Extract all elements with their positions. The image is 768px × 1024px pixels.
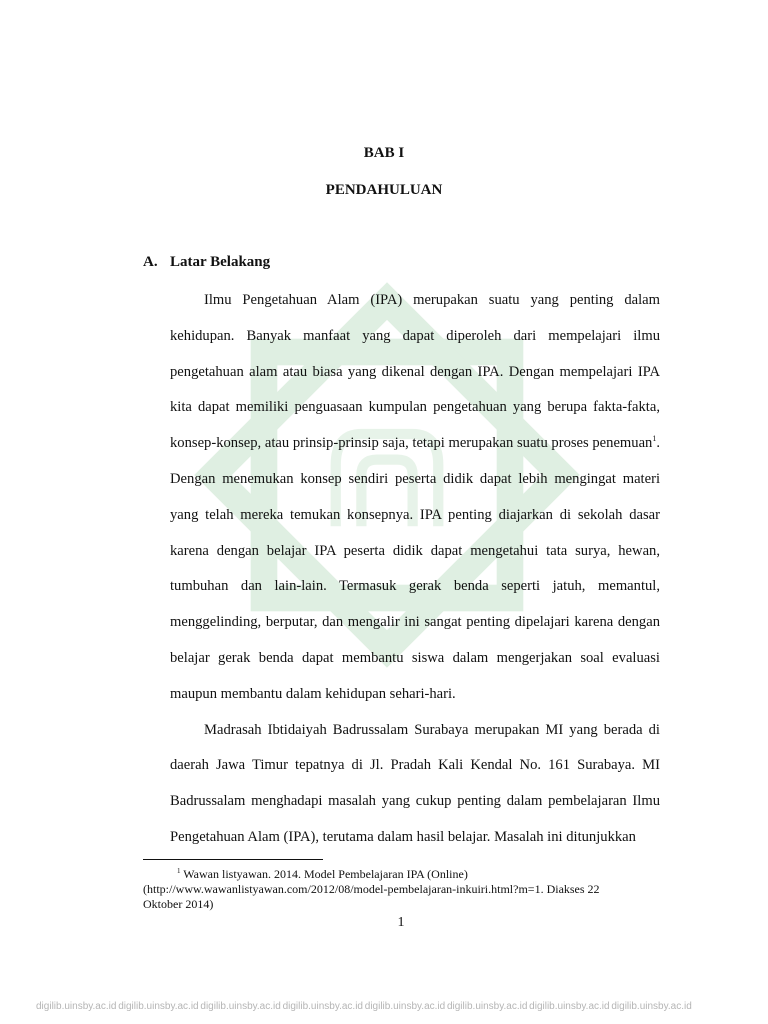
paragraph	[170, 713, 660, 856]
chapter-title: PENDAHULUAN	[325, 182, 443, 198]
footnote-text: Wawan listyawan. 2014. Model Pembelajaran IPA (Online)	[183, 867, 468, 881]
paragraph-text: Ilmu Pengetahuan Alam (IPA) merupakan suatu yang penting dalam kehidupan. Banyak manfaat yang dapat diperoleh dari mempelajari ilmu pengetahuan alam atau biasa yang dikenal dengan IPA. Dengan mempelajari IPA kita dapat memiliki penguasaan kumpulan pengetahuan yang berupa fakta-fakta, konsep-konsep, atau prinsip-prinsip saja, tetapi merupakan suatu proses penemuan	[170, 292, 660, 452]
paragraph-text: Madrasah Ibtidaiyah Badrussalam Surabaya merupakan MI yang berada di daerah Jawa Timur tepatnya di Jl. Pradah Kali Kendal No. 161 Surabaya. MI Badrussalam menghadapi masalah yang cukup penting dalam pembelajaran Ilmu Pengetahuan Alam (IPA), terutama dalam hasil belajar. Masalah ini ditunjukkan	[170, 721, 660, 845]
footnote-number: 1	[177, 867, 181, 875]
paragraph	[170, 283, 660, 713]
body-text	[170, 283, 660, 856]
footnote-text: (http://www.wawanlistyawan.com/2012/08/model-pembelajaran-inkuiri.html?m=1. Diakses 22	[143, 882, 600, 896]
section-title: Latar Belakang	[170, 254, 271, 270]
page-number: 1	[397, 915, 405, 930]
footnote-reference: 1	[652, 434, 657, 444]
footnote	[143, 867, 643, 912]
footnote-separator	[143, 859, 323, 860]
section-heading	[143, 254, 270, 271]
digilib-footer-watermark: digilib.uinsby.ac.id digilib.uinsby.ac.id digilib.uinsby.ac.id digilib.uinsby.ac.id digilib.uinsby.ac.id digilib.uinsby.ac.id digilib.uinsby.ac.id digilib.uinsby.ac.id	[36, 1001, 692, 1012]
chapter-number: BAB I	[363, 145, 405, 161]
footnote-text: Oktober 2014)	[143, 897, 214, 911]
paragraph-text: . Dengan menemukan konsep sendiri peserta didik dapat lebih mengingat materi yang telah mereka temukan konsepnya. IPA penting diajarkan di sekolah dasar karena dengan belajar IPA peserta didik dapat mengetahui tata surya, hewan, tumbuhan dan lain-lain. Termasuk gerak benda seperti jatuh, memantul, menggelinding, berputar, dan mengalir ini sangat penting dipelajari karena dengan belajar gerak benda dapat membantu siswa dalam mengerjakan soal evaluasi maupun membantu dalam kehidupan sehari-hari.	[170, 435, 660, 702]
section-letter: A.	[143, 254, 158, 270]
